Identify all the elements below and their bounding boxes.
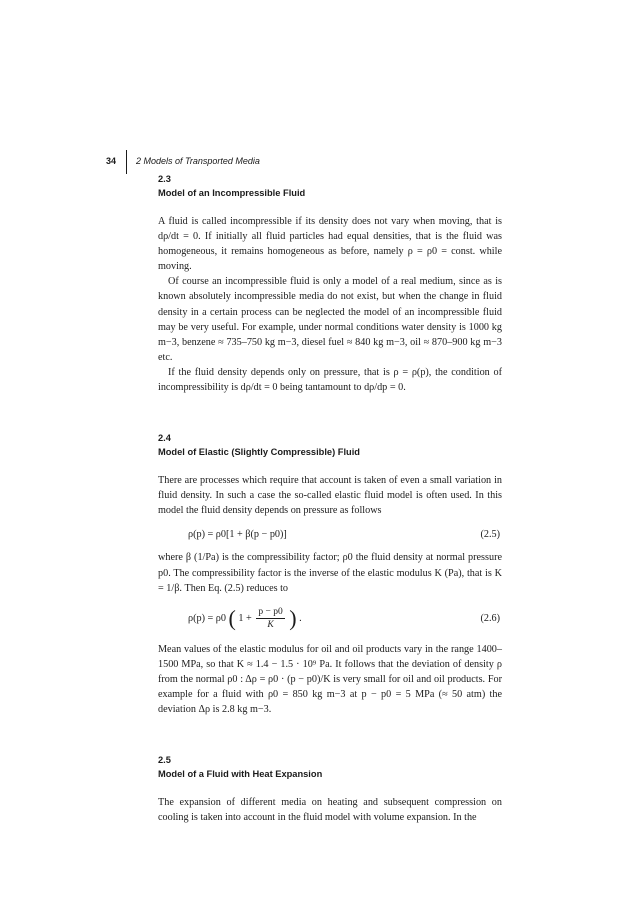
fraction: [256, 606, 284, 631]
fraction-numerator: p − p0: [258, 607, 283, 618]
paragraph: There are processes which require that account is taken of even a small variation in fluid density. In such a case the so-called elastic fluid model is often used. In this model the fluid density depends on pressure as follows: [158, 475, 502, 517]
section-number: 2.4: [158, 433, 171, 444]
equation-body: [188, 606, 302, 631]
equation-term: 1 +: [238, 613, 252, 625]
equation-tail: .: [299, 613, 302, 625]
paragraph: Mean values of the elastic modulus for oil and oil products vary in the range 1400–1500 MPa, so that K ≈ 1.4 − 1.5 · 10⁹ Pa. It follows that the deviation of density ρ from the normal ρ0 : Δρ = ρ0 · (p − p0)/K is very small for oil and oil products. For example for a fluid with ρ0 = 850 kg m−3 at p − p0 = 5 MPa (≈ 50 atm) the deviation Δρ is 2.8 kg m−3.: [158, 643, 502, 716]
paragraph: A fluid is called incompressible if its density does not vary when moving, that is dρ/dt = 0. If initially all fluid particles had equal densities, that is the fluid was homogeneous, it remains homogeneous as before, namely ρ = ρ0 = const. while moving.: [158, 216, 502, 273]
equation-lhs: ρ(p) = ρ0: [188, 613, 226, 625]
equation-body: ρ(p) = ρ0[1 + β(p − p0)]: [188, 528, 287, 540]
section-number: 2.5: [158, 755, 171, 766]
fraction-denominator: K: [267, 620, 274, 631]
section-title: Model of an Incompressible Fluid: [158, 188, 306, 198]
paren-open: (: [228, 605, 236, 631]
paragraph: The expansion of different media on heating and subsequent compression on cooling is taken into account in the fluid model with volume expansion. In the: [158, 797, 502, 824]
section-title: Model of a Fluid with Heat Expansion: [158, 769, 323, 780]
paragraph: If the fluid density depends only on pressure, that is ρ = ρ(p), the condition of incompressibility is dρ/dt = 0 being tantamount to dρ/dp = 0.: [158, 366, 502, 394]
equation-number: (2.6): [480, 613, 500, 625]
equation: [158, 602, 502, 636]
equation: [158, 524, 502, 544]
running-title: 2 Models of Transported Media: [136, 156, 260, 166]
paragraph: Of course an incompressible fluid is only a model of a real medium, since as is known absolutely incompressible media do not exist, but when the change in fluid density in a certain process can be neglected the model of an incompressible fluid may be very useful. For example, under normal conditions water density is 1000 kg m−3, benzene ≈ 735–750 kg m−3, diesel fuel ≈ 840 kg m−3, oil ≈ 870–900 kg m−3 etc.: [158, 276, 502, 363]
equation-number: (2.5): [480, 528, 500, 540]
page-number: 34: [106, 156, 117, 166]
section-number: 2.3: [158, 174, 171, 184]
paren-close: ): [289, 605, 297, 631]
header-divider: [126, 150, 127, 174]
section-title: Model of Elastic (Slightly Compressible) Fluid: [158, 447, 360, 458]
paragraph: where β (1/Pa) is the compressibility factor; ρ0 the fluid density at normal pressure p0. The compressibility factor is the inverse of the elastic modulus K (Pa), that is K = 1/β. Then Eq. (2.5) reduces to: [158, 552, 502, 594]
page-content: [158, 172, 502, 825]
